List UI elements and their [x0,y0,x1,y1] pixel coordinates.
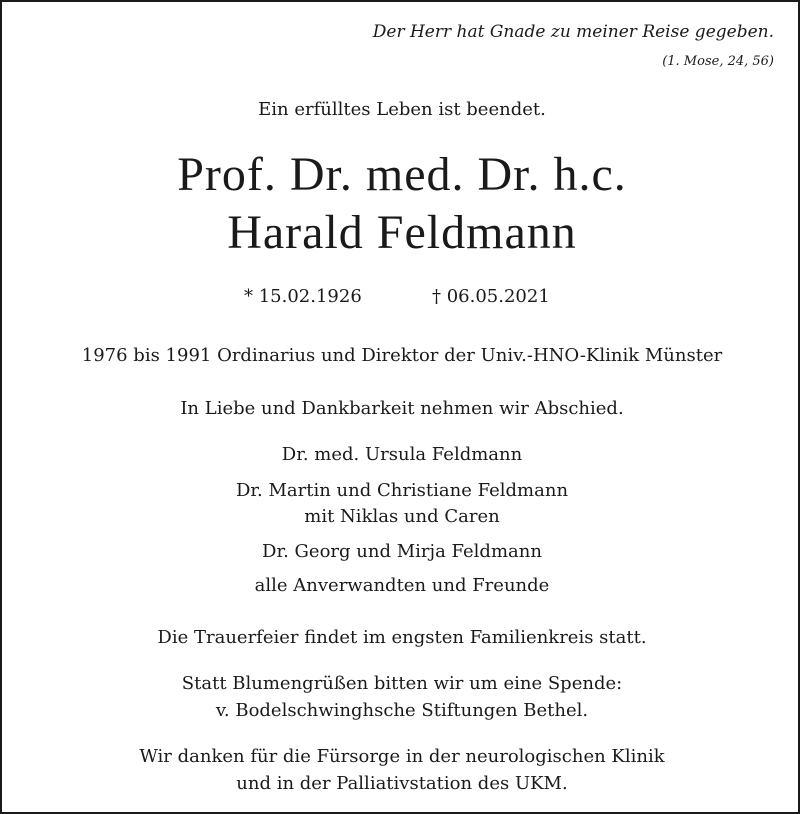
birth-date: * 15.02.1926 [244,286,362,307]
deceased-title: Prof. Dr. med. Dr. h.c. [177,148,627,201]
farewell-text: In Liebe und Dankbarkeit nehmen wir Abschied. [180,398,624,419]
mourner-line-4: Dr. Georg und Mirja Feldmann [262,541,542,562]
life-dates [2,284,800,310]
thanks-line-2: und in der Palliativstation des UKM. [236,773,568,794]
mourner-line-3: mit Niklas und Caren [304,506,500,527]
motto-quote: Der Herr hat Gnade zu meiner Reise gegeben. [372,22,774,42]
donation-line-1: Statt Blumengrüßen bitten wir um eine Spende: [181,673,623,694]
thanks-line-1: Wir danken für die Fürsorge in der neurologischen Klinik [139,746,665,767]
death-date: † 06.05.2021 [432,286,550,307]
deceased-name: Harald Feldmann [227,206,577,259]
mourner-line-2: Dr. Martin und Christiane Feldmann [235,480,569,501]
career-text: 1976 bis 1991 Ordinarius und Direktor der Univ.-HNO-Klinik Münster [81,345,723,366]
intro-text: Ein erfülltes Leben ist beendet. [258,99,546,120]
mourner-line-5: alle Anverwandten und Freunde [254,575,550,596]
mourner-line-1: Dr. med. Ursula Feldmann [281,444,523,465]
motto-reference: (1. Mose, 24, 56) [662,54,774,69]
funeral-notice: Die Trauerfeier findet im engsten Familienkreis statt. [157,627,647,648]
donation-line-2: v. Bodelschwinghsche Stiftungen Bethel. [215,700,589,721]
